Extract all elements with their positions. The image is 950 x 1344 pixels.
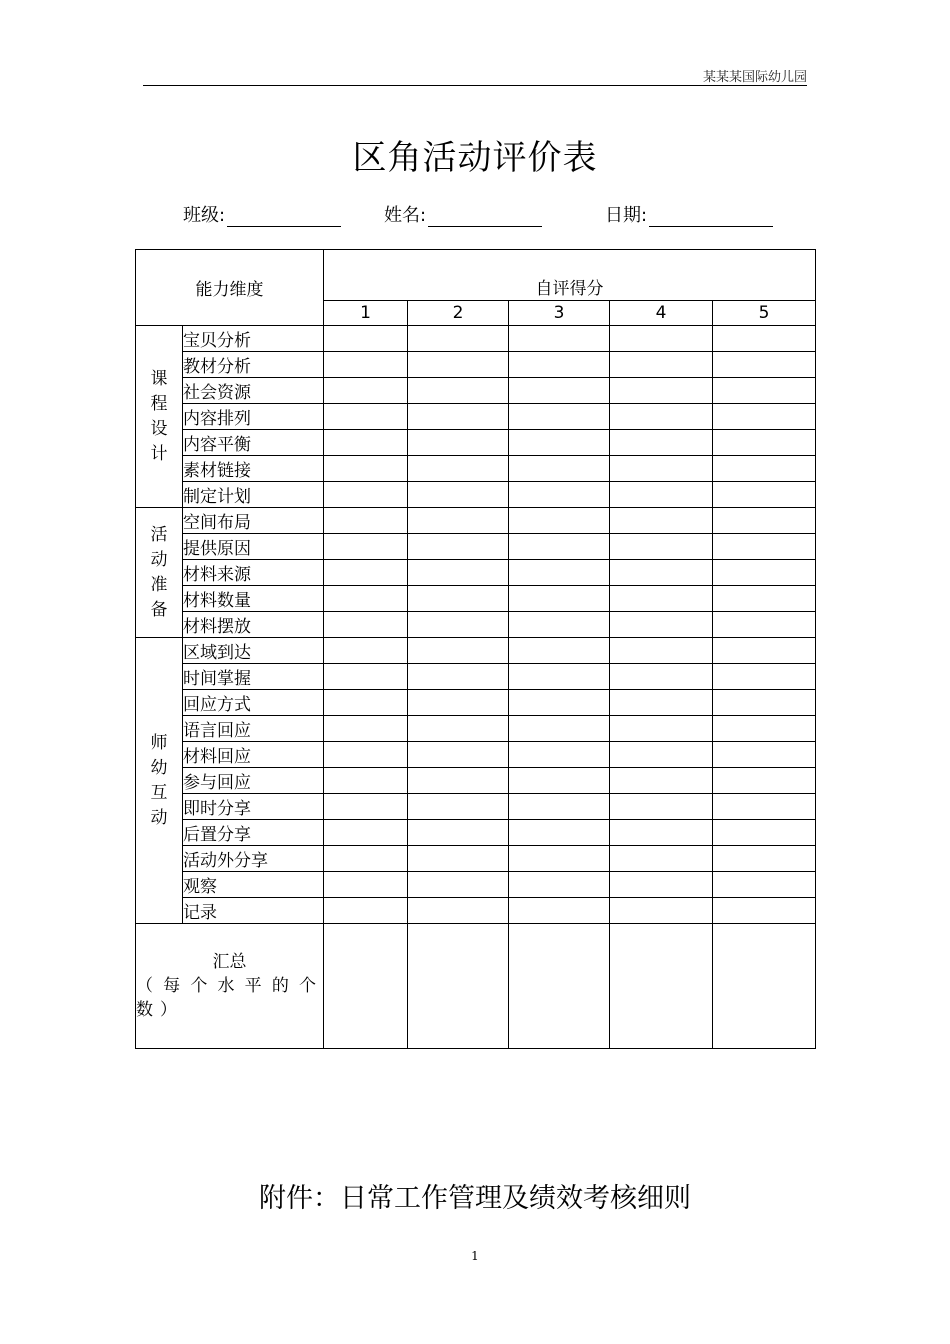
score-cell[interactable] [324, 690, 408, 716]
table-row [136, 664, 816, 690]
score-cell[interactable] [408, 378, 509, 404]
summary-title: 汇总 [212, 952, 247, 972]
score-cell[interactable] [408, 898, 509, 924]
dimension-header: 能力维度 [136, 250, 324, 326]
score-cell[interactable] [324, 846, 408, 872]
attachment-heading: 附件：日常工作管理及绩效考核细则 [259, 1183, 691, 1214]
score-cell[interactable] [324, 560, 408, 586]
criterion-label: 内容平衡 [183, 430, 324, 456]
score-cell[interactable] [610, 534, 713, 560]
score-cell[interactable] [324, 378, 408, 404]
score-cell[interactable] [610, 482, 713, 508]
score-cell[interactable] [324, 794, 408, 820]
score-cell[interactable] [713, 612, 816, 638]
score-cell[interactable] [610, 794, 713, 820]
score-cell[interactable] [610, 716, 713, 742]
score-cell[interactable] [408, 560, 509, 586]
criterion-label: 材料来源 [183, 560, 324, 586]
score-level-3: 3 [509, 301, 610, 326]
table-row [136, 508, 816, 534]
table-row [136, 638, 816, 664]
score-cell[interactable] [610, 690, 713, 716]
score-cell[interactable] [324, 820, 408, 846]
score-cell[interactable] [324, 508, 408, 534]
date-blank[interactable] [649, 206, 773, 227]
score-cell[interactable] [324, 664, 408, 690]
summary-cell[interactable] [509, 924, 610, 1049]
score-cell[interactable] [610, 898, 713, 924]
class-label: 班级: [183, 205, 226, 226]
score-cell[interactable] [610, 846, 713, 872]
score-cell[interactable] [610, 742, 713, 768]
score-cell[interactable] [408, 638, 509, 664]
score-cell[interactable] [408, 612, 509, 638]
score-cell[interactable] [509, 664, 610, 690]
class-field [183, 201, 341, 227]
table-row [136, 820, 816, 846]
table-row [136, 690, 816, 716]
score-cell[interactable] [509, 612, 610, 638]
category-label [136, 508, 183, 638]
score-cell[interactable] [713, 872, 816, 898]
table-row [136, 378, 816, 404]
score-level-5: 5 [713, 301, 816, 326]
score-cell[interactable] [713, 430, 816, 456]
score-cell[interactable] [408, 482, 509, 508]
table-row [136, 456, 816, 482]
score-level-2: 2 [408, 301, 509, 326]
date-label: 日期: [605, 205, 648, 226]
summary-note: （每个水平的个数） [136, 976, 323, 1020]
score-cell[interactable] [509, 742, 610, 768]
score-cell[interactable] [610, 508, 713, 534]
score-cell[interactable] [509, 794, 610, 820]
score-cell[interactable] [713, 846, 816, 872]
score-cell[interactable] [324, 586, 408, 612]
criterion-label: 内容排列 [183, 404, 324, 430]
summary-cell[interactable] [408, 924, 509, 1049]
score-cell[interactable] [408, 404, 509, 430]
category-label-text: 活动准备 [150, 524, 168, 620]
score-cell[interactable] [408, 872, 509, 898]
score-cell[interactable] [408, 716, 509, 742]
criterion-label: 教材分析 [183, 352, 324, 378]
score-cell[interactable] [610, 872, 713, 898]
table-row [136, 716, 816, 742]
criterion-label: 空间布局 [183, 508, 324, 534]
criterion-label: 回应方式 [183, 690, 324, 716]
criterion-label: 时间掌握 [183, 664, 324, 690]
score-cell[interactable] [324, 898, 408, 924]
criterion-label: 记录 [183, 898, 324, 924]
header-organization: 某某某国际幼儿园 [702, 70, 807, 85]
score-cell[interactable] [324, 768, 408, 794]
score-cell[interactable] [408, 690, 509, 716]
score-cell[interactable] [713, 534, 816, 560]
table-row [136, 430, 816, 456]
score-cell[interactable] [610, 612, 713, 638]
criterion-label: 社会资源 [183, 378, 324, 404]
score-cell[interactable] [713, 482, 816, 508]
score-cell[interactable] [610, 664, 713, 690]
score-cell[interactable] [408, 352, 509, 378]
score-cell[interactable] [713, 508, 816, 534]
table-row [136, 846, 816, 872]
score-cell[interactable] [324, 456, 408, 482]
score-cell[interactable] [408, 664, 509, 690]
score-cell[interactable] [509, 326, 610, 352]
table-row [136, 534, 816, 560]
table-row [136, 768, 816, 794]
category-label-text: 师幼互动 [150, 732, 168, 828]
score-cell[interactable] [713, 456, 816, 482]
score-cell[interactable] [324, 482, 408, 508]
score-cell[interactable] [713, 586, 816, 612]
table-row [136, 586, 816, 612]
score-cell[interactable] [713, 404, 816, 430]
criterion-label: 语言回应 [183, 716, 324, 742]
table-row [136, 742, 816, 768]
criterion-label: 活动外分享 [183, 846, 324, 872]
score-cell[interactable] [713, 638, 816, 664]
table-row [136, 404, 816, 430]
score-cell[interactable] [509, 508, 610, 534]
score-cell[interactable] [509, 716, 610, 742]
score-cell[interactable] [408, 586, 509, 612]
score-cell[interactable] [324, 326, 408, 352]
score-cell[interactable] [408, 430, 509, 456]
criterion-label: 提供原因 [183, 534, 324, 560]
score-cell[interactable] [610, 326, 713, 352]
category-label [136, 638, 183, 924]
score-cell[interactable] [324, 430, 408, 456]
table-row [136, 794, 816, 820]
score-cell[interactable] [509, 404, 610, 430]
score-cell[interactable] [509, 560, 610, 586]
score-cell[interactable] [509, 352, 610, 378]
score-cell[interactable] [408, 820, 509, 846]
score-cell[interactable] [713, 378, 816, 404]
score-cell[interactable] [713, 664, 816, 690]
score-cell[interactable] [610, 456, 713, 482]
category-label-text: 课程设计 [150, 368, 168, 464]
criterion-label: 材料摆放 [183, 612, 324, 638]
summary-cell[interactable] [324, 924, 408, 1049]
class-blank[interactable] [227, 206, 341, 227]
criterion-label: 材料回应 [183, 742, 324, 768]
score-cell[interactable] [610, 378, 713, 404]
criterion-label: 参与回应 [183, 768, 324, 794]
name-label: 姓名: [384, 205, 427, 226]
score-cell[interactable] [324, 638, 408, 664]
score-cell[interactable] [610, 404, 713, 430]
table-row [136, 560, 816, 586]
score-cell[interactable] [509, 820, 610, 846]
score-cell[interactable] [509, 430, 610, 456]
score-cell[interactable] [610, 586, 713, 612]
score-cell[interactable] [509, 898, 610, 924]
header-divider [143, 85, 807, 86]
score-cell[interactable] [324, 742, 408, 768]
score-cell[interactable] [509, 872, 610, 898]
page-title: 区角活动评价表 [352, 138, 598, 178]
table-row [136, 612, 816, 638]
summary-cell[interactable] [610, 924, 713, 1049]
score-cell[interactable] [408, 456, 509, 482]
score-level-1: 1 [324, 301, 408, 326]
score-cell[interactable] [509, 378, 610, 404]
score-cell[interactable] [713, 690, 816, 716]
score-cell[interactable] [610, 430, 713, 456]
score-cell[interactable] [610, 560, 713, 586]
score-cell[interactable] [610, 638, 713, 664]
criterion-label: 即时分享 [183, 794, 324, 820]
score-cell[interactable] [610, 820, 713, 846]
criterion-label: 素材链接 [183, 456, 324, 482]
date-field [605, 201, 773, 227]
name-field [384, 201, 542, 227]
criterion-label: 材料数量 [183, 586, 324, 612]
score-cell[interactable] [324, 352, 408, 378]
table-row [136, 352, 816, 378]
score-cell[interactable] [509, 482, 610, 508]
score-cell[interactable] [324, 872, 408, 898]
score-level-4: 4 [610, 301, 713, 326]
score-cell[interactable] [509, 768, 610, 794]
summary-cell[interactable] [713, 924, 816, 1049]
score-cell[interactable] [509, 846, 610, 872]
score-cell[interactable] [408, 768, 509, 794]
score-cell[interactable] [408, 508, 509, 534]
score-cell[interactable] [610, 768, 713, 794]
page-number: 1 [471, 1249, 479, 1263]
table-row [136, 482, 816, 508]
score-cell[interactable] [509, 456, 610, 482]
criterion-label: 后置分享 [183, 820, 324, 846]
score-cell[interactable] [509, 534, 610, 560]
score-cell[interactable] [408, 846, 509, 872]
summary-label [136, 924, 324, 1049]
score-cell[interactable] [509, 638, 610, 664]
evaluation-table [135, 249, 816, 1049]
score-cell[interactable] [713, 742, 816, 768]
score-cell[interactable] [324, 612, 408, 638]
score-cell[interactable] [324, 534, 408, 560]
score-cell[interactable] [324, 404, 408, 430]
score-cell[interactable] [324, 716, 408, 742]
score-cell[interactable] [713, 326, 816, 352]
score-cell[interactable] [408, 794, 509, 820]
score-cell[interactable] [713, 560, 816, 586]
table-row [136, 326, 816, 352]
score-cell[interactable] [408, 534, 509, 560]
table-row [136, 898, 816, 924]
score-cell[interactable] [713, 794, 816, 820]
score-cell[interactable] [610, 352, 713, 378]
criterion-label: 区域到达 [183, 638, 324, 664]
summary-row [136, 924, 816, 1049]
table-row [136, 872, 816, 898]
criterion-label: 观察 [183, 872, 324, 898]
score-header: 自评得分 [324, 250, 816, 301]
score-cell[interactable] [713, 716, 816, 742]
category-label [136, 326, 183, 508]
score-cell[interactable] [509, 690, 610, 716]
score-cell[interactable] [713, 898, 816, 924]
score-cell[interactable] [713, 820, 816, 846]
criterion-label: 宝贝分析 [183, 326, 324, 352]
score-cell[interactable] [713, 768, 816, 794]
criterion-label: 制定计划 [183, 482, 324, 508]
score-cell[interactable] [509, 586, 610, 612]
score-cell[interactable] [408, 326, 509, 352]
name-blank[interactable] [428, 206, 542, 227]
score-cell[interactable] [408, 742, 509, 768]
score-cell[interactable] [713, 352, 816, 378]
